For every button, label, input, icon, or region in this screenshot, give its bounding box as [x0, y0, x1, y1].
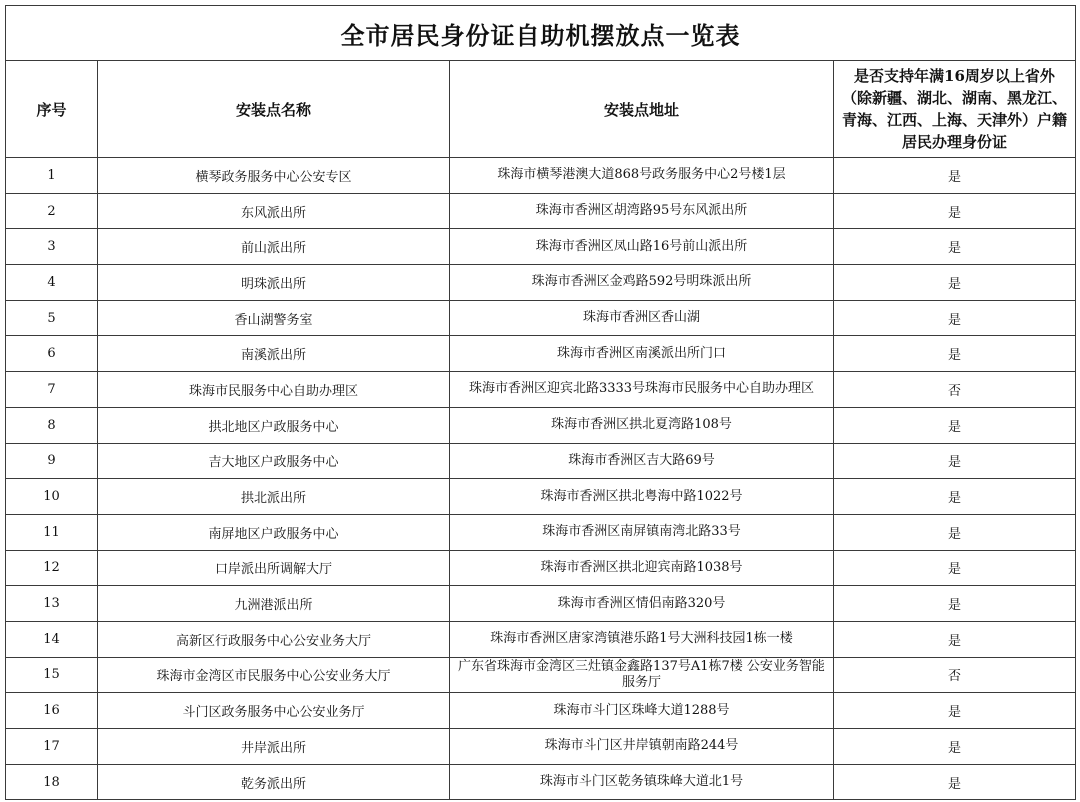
- cell-address: 珠海市香洲区凤山路16号前山派出所: [450, 229, 834, 265]
- cell-index: 12: [6, 550, 98, 586]
- header-support: 是否支持年满16周岁以上省外（除新疆、湖北、湖南、黑龙江、青海、江西、上海、天津外）户籍居民办理身份证: [834, 61, 1076, 158]
- cell-index: 4: [6, 265, 98, 301]
- cell-support: 是: [834, 158, 1076, 194]
- table-title: 全市居民身份证自助机摆放点一览表: [6, 6, 1076, 61]
- table-row: [6, 764, 1076, 800]
- table-row: [6, 479, 1076, 515]
- cell-support: 是: [834, 550, 1076, 586]
- cell-name: 南屏地区户政服务中心: [98, 514, 450, 550]
- cell-address: 珠海市香洲区拱北迎宾南路1038号: [450, 550, 834, 586]
- table-row: [6, 514, 1076, 550]
- cell-support: 是: [834, 514, 1076, 550]
- table-row: [6, 550, 1076, 586]
- cell-index: 5: [6, 300, 98, 336]
- cell-name: 珠海市民服务中心自助办理区: [98, 372, 450, 408]
- table-row: [6, 265, 1076, 301]
- header-row: [6, 61, 1076, 158]
- cell-address: 珠海市香洲区情侣南路320号: [450, 586, 834, 622]
- cell-name: 前山派出所: [98, 229, 450, 265]
- table-row: [6, 657, 1076, 693]
- table-row: [6, 158, 1076, 194]
- cell-address: 珠海市香洲区香山湖: [450, 300, 834, 336]
- cell-name: 横琴政务服务中心公安专区: [98, 158, 450, 194]
- cell-support: 否: [834, 657, 1076, 693]
- cell-address: 珠海市香洲区胡湾路95号东风派出所: [450, 193, 834, 229]
- cell-address: 珠海市香洲区金鸡路592号明珠派出所: [450, 265, 834, 301]
- cell-index: 14: [6, 621, 98, 657]
- cell-support: 是: [834, 193, 1076, 229]
- cell-name: 东风派出所: [98, 193, 450, 229]
- table-row: [6, 729, 1076, 765]
- cell-support: 是: [834, 586, 1076, 622]
- cell-address: 珠海市香洲区拱北粤海中路1022号: [450, 479, 834, 515]
- cell-name: 高新区行政服务中心公安业务大厅: [98, 621, 450, 657]
- cell-index: 9: [6, 443, 98, 479]
- table-row: [6, 336, 1076, 372]
- cell-address: 珠海市香洲区南屏镇南湾北路33号: [450, 514, 834, 550]
- cell-address: 珠海市斗门区井岸镇朝南路244号: [450, 729, 834, 765]
- table-body: [6, 158, 1076, 800]
- cell-index: 6: [6, 336, 98, 372]
- cell-support: 是: [834, 443, 1076, 479]
- cell-support: 是: [834, 479, 1076, 515]
- header-address: 安装点地址: [450, 61, 834, 158]
- cell-name: 南溪派出所: [98, 336, 450, 372]
- cell-address: 珠海市香洲区南溪派出所门口: [450, 336, 834, 372]
- cell-support: 是: [834, 729, 1076, 765]
- cell-support: 是: [834, 693, 1076, 729]
- cell-address: 珠海市香洲区吉大路69号: [450, 443, 834, 479]
- table-row: [6, 193, 1076, 229]
- cell-name: 井岸派出所: [98, 729, 450, 765]
- cell-name: 香山湖警务室: [98, 300, 450, 336]
- cell-name: 拱北地区户政服务中心: [98, 407, 450, 443]
- cell-index: 13: [6, 586, 98, 622]
- id-kiosk-table: [5, 5, 1076, 800]
- cell-support: 是: [834, 300, 1076, 336]
- cell-address: 珠海市斗门区珠峰大道1288号: [450, 693, 834, 729]
- cell-index: 7: [6, 372, 98, 408]
- cell-name: 珠海市金湾区市民服务中心公安业务大厅: [98, 657, 450, 693]
- cell-support: 是: [834, 764, 1076, 800]
- table-row: [6, 300, 1076, 336]
- cell-index: 18: [6, 764, 98, 800]
- cell-support: 否: [834, 372, 1076, 408]
- cell-name: 明珠派出所: [98, 265, 450, 301]
- cell-index: 2: [6, 193, 98, 229]
- table-row: [6, 229, 1076, 265]
- cell-index: 16: [6, 693, 98, 729]
- cell-support: 是: [834, 621, 1076, 657]
- cell-name: 九洲港派出所: [98, 586, 450, 622]
- cell-address: 广东省珠海市金湾区三灶镇金鑫路137号A1栋7楼 公安业务智能服务厅: [450, 657, 834, 693]
- cell-name: 吉大地区户政服务中心: [98, 443, 450, 479]
- cell-index: 8: [6, 407, 98, 443]
- cell-address: 珠海市香洲区唐家湾镇港乐路1号大洲科技园1栋一楼: [450, 621, 834, 657]
- table-row: [6, 407, 1076, 443]
- cell-index: 11: [6, 514, 98, 550]
- table-row: [6, 586, 1076, 622]
- cell-name: 拱北派出所: [98, 479, 450, 515]
- cell-address: 珠海市香洲区拱北夏湾路108号: [450, 407, 834, 443]
- cell-name: 口岸派出所调解大厅: [98, 550, 450, 586]
- cell-address: 珠海市香洲区迎宾北路3333号珠海市民服务中心自助办理区: [450, 372, 834, 408]
- cell-name: 斗门区政务服务中心公安业务厅: [98, 693, 450, 729]
- table-row: [6, 372, 1076, 408]
- cell-address: 珠海市斗门区乾务镇珠峰大道北1号: [450, 764, 834, 800]
- table-row: [6, 443, 1076, 479]
- cell-support: 是: [834, 407, 1076, 443]
- cell-index: 17: [6, 729, 98, 765]
- cell-index: 10: [6, 479, 98, 515]
- cell-index: 1: [6, 158, 98, 194]
- cell-support: 是: [834, 336, 1076, 372]
- cell-address: 珠海市横琴港澳大道868号政务服务中心2号楼1层: [450, 158, 834, 194]
- header-index: 序号: [6, 61, 98, 158]
- table-row: [6, 621, 1076, 657]
- cell-support: 是: [834, 229, 1076, 265]
- cell-index: 15: [6, 657, 98, 693]
- table-row: [6, 693, 1076, 729]
- cell-name: 乾务派出所: [98, 764, 450, 800]
- cell-index: 3: [6, 229, 98, 265]
- cell-support: 是: [834, 265, 1076, 301]
- header-name: 安装点名称: [98, 61, 450, 158]
